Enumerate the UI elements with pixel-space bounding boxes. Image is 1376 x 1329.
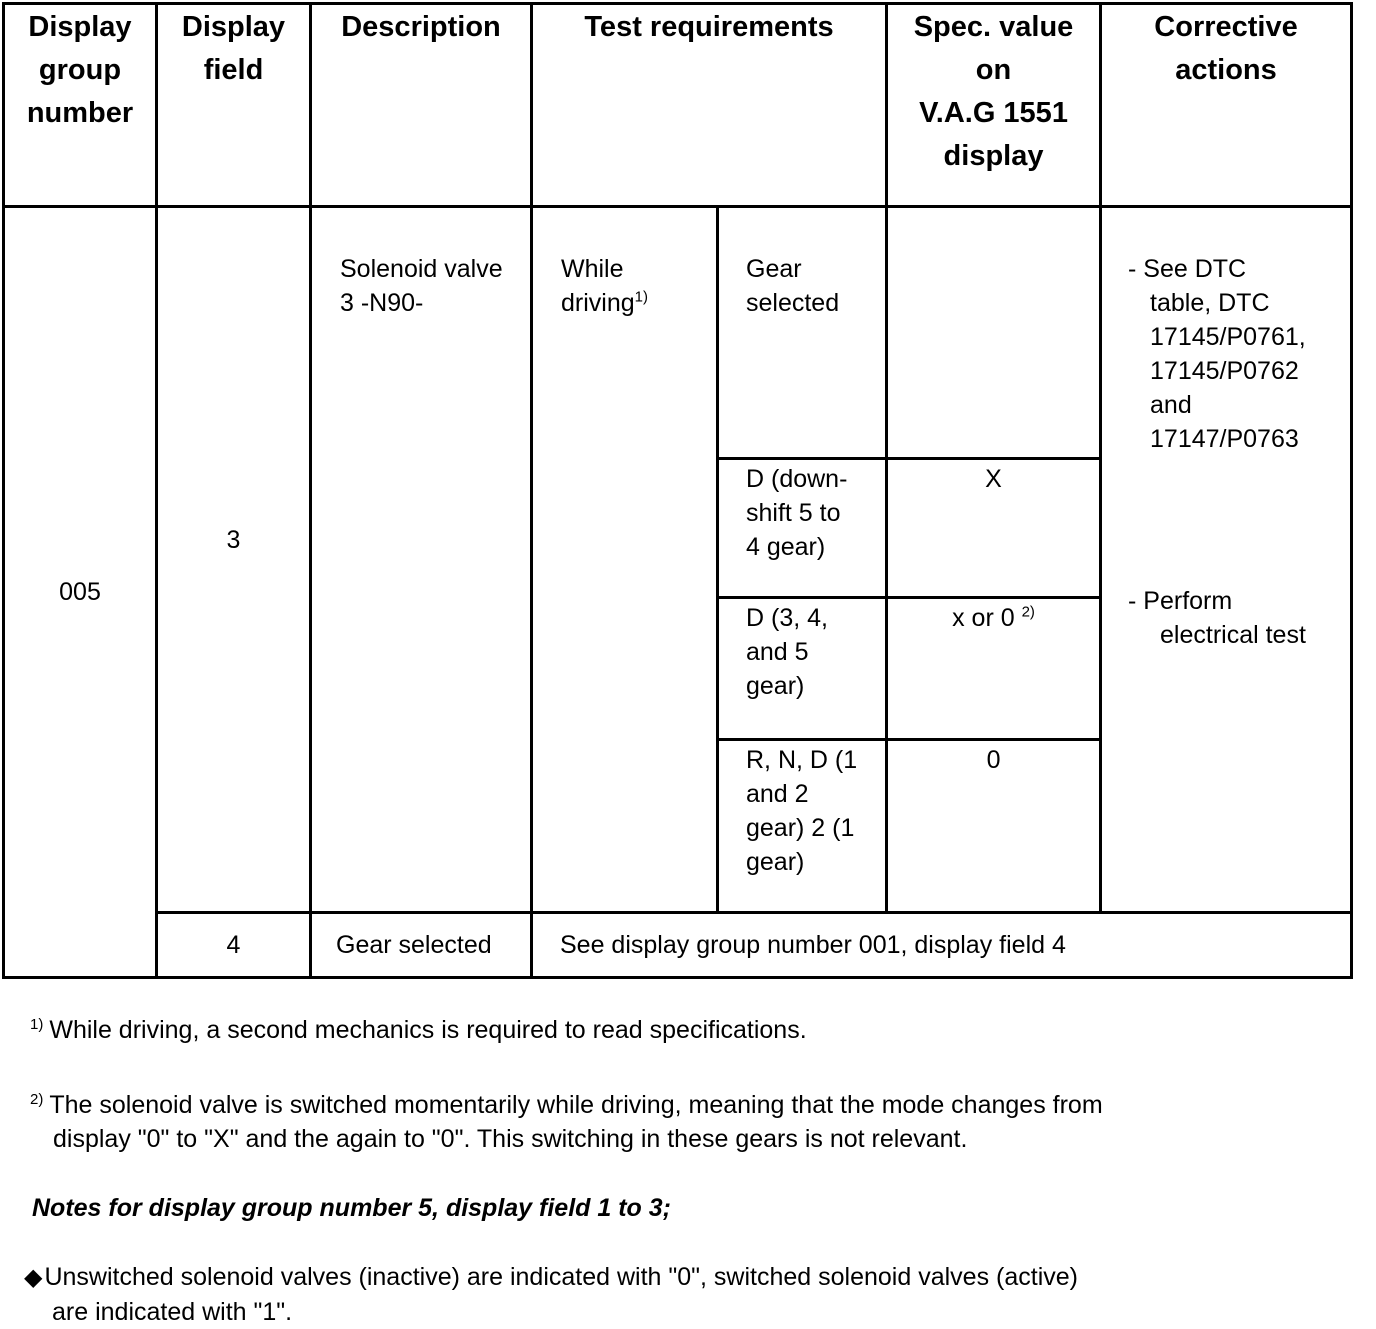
reference-cell: See display group number 001, display field 4 bbox=[532, 913, 1352, 978]
condition-cell: While driving$^{1)}$ bbox=[532, 207, 718, 913]
spec-cell: 0 bbox=[887, 740, 1101, 913]
footnote-ref-1: 1) bbox=[634, 288, 648, 306]
table-row bbox=[4, 913, 1352, 978]
spec-cell bbox=[887, 207, 1101, 459]
gear-cell: D (down- shift 5 to 4 gear) bbox=[718, 459, 887, 598]
description-cell: Solenoid valve 3 -N90- bbox=[311, 207, 532, 913]
gear-cell: R, N, D (1 and 2 gear) 2 (1 gear) bbox=[718, 740, 887, 913]
notes-heading: Notes for display group number 5, display field 1 to 3; bbox=[32, 1194, 671, 1222]
gear-cell: D (3, 4, and 5 gear) bbox=[718, 598, 887, 740]
bullet-note: ◆Unswitched solenoid valves (inactive) are indicated with "0", switched solenoid valves (active) are indicated with "1". bbox=[24, 1263, 1078, 1326]
corrective-actions-cell: - See DTC table, DTC 17145/P0761, 17145/P0762 and 17147/P0763 - Perform electrical test bbox=[1101, 207, 1352, 913]
header-display-group-number: Display group number bbox=[4, 4, 157, 207]
header-display-field: Display field bbox=[157, 4, 311, 207]
header-row bbox=[4, 4, 1352, 207]
spec-cell: x or 0 $^{2)}$ bbox=[887, 598, 1101, 740]
group-number-cell: 005 bbox=[4, 207, 157, 978]
diamond-bullet-icon: ◆ bbox=[24, 1264, 43, 1291]
header-spec-value: Spec. value on V.A.G 1551 display bbox=[887, 4, 1101, 207]
footnote-2: $^{2)}$ The solenoid valve is switched momentarily while driving, meaning that the mode changes from display "0" to "X" and the again to "0". This switching in these gears is not relevant. bbox=[30, 1090, 1103, 1153]
header-description: Description bbox=[311, 4, 532, 207]
header-corrective-actions: Corrective actions bbox=[1101, 4, 1352, 207]
footnote-ref-2: 2) bbox=[1021, 603, 1035, 621]
spec-cell: X bbox=[887, 459, 1101, 598]
header-test-requirements: Test requirements bbox=[532, 4, 887, 207]
description-cell: Gear selected bbox=[311, 913, 532, 978]
footnote-1: $^{1)}$ While driving, a second mechanics is required to read specifications. bbox=[30, 1015, 807, 1044]
display-field-cell: 3 bbox=[157, 207, 311, 913]
gear-cell: Gear selected bbox=[718, 207, 887, 459]
display-field-cell: 4 bbox=[157, 913, 311, 978]
display-group-table bbox=[2, 2, 1353, 979]
table-row bbox=[4, 207, 1352, 459]
